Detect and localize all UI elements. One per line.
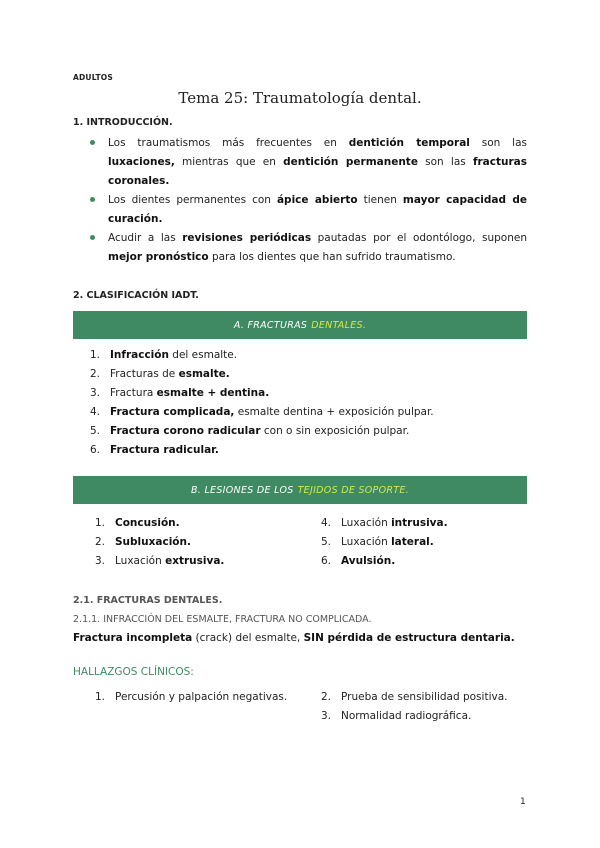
band-fracturas-dentales	[73, 311, 527, 339]
section-1-heading: 1. INTRODUCCIÓN.	[73, 117, 173, 128]
text-run: pautadas por el odontólogo, suponen	[311, 232, 527, 244]
list-number: 6.	[321, 555, 332, 567]
list-number: 2.	[95, 536, 106, 548]
band-a-highlight: DENTALES.	[311, 319, 367, 331]
hallazgos-list-right	[321, 688, 527, 726]
list-item	[90, 403, 527, 422]
bullet-item	[90, 229, 527, 267]
bold-text: Avulsión.	[341, 555, 396, 567]
list-item	[90, 422, 527, 441]
bold-text: Concusión.	[115, 517, 180, 529]
lesiones-list-right	[321, 514, 527, 571]
list-item	[95, 688, 295, 707]
page-title: Tema 25: Traumatología dental.	[178, 89, 422, 107]
bold-text: SIN pérdida de estructura dentaria.	[303, 632, 515, 644]
text-run: del esmalte.	[168, 349, 238, 361]
list-number: 3.	[90, 387, 101, 399]
text-run: Los traumatismos más frecuentes en	[108, 137, 349, 149]
list-number: 1.	[95, 517, 106, 529]
list-item	[95, 533, 305, 552]
bold-text: Fractura incompleta	[73, 632, 193, 644]
list-number: 3.	[321, 710, 332, 722]
bold-text: Fractura radicular.	[110, 444, 219, 456]
section-2-1-1-heading: 2.1.1. INFRACCIÓN DEL ESMALTE, FRACTURA NO COMPLICADA.	[73, 614, 372, 625]
bold-text: extrusiva.	[165, 555, 225, 567]
bold-text: Subluxación.	[115, 536, 191, 548]
list-item	[90, 384, 527, 403]
text-run: Luxación	[341, 536, 392, 548]
bullet-item	[90, 134, 527, 191]
text-run: Fracturas de	[110, 368, 179, 380]
list-number: 5.	[90, 425, 101, 437]
text-run: Fractura	[110, 387, 157, 399]
lesiones-list-left	[95, 514, 305, 571]
intro-bullet-list	[90, 134, 527, 267]
list-item	[95, 552, 305, 571]
fracturas-list	[90, 346, 527, 460]
hallazgos-list-left	[95, 688, 295, 707]
bold-text: Infracción	[110, 349, 169, 361]
bold-text: Fractura complicada,	[110, 406, 235, 418]
bold-text: mayor capacidad de curación.	[108, 194, 527, 225]
list-item	[90, 346, 527, 365]
list-number: 4.	[321, 517, 332, 529]
band-a-label: A. FRACTURAS	[233, 319, 308, 331]
text-run: mientras que en	[174, 156, 284, 168]
text-run: son las	[417, 156, 473, 168]
bullet-dot-icon	[90, 140, 95, 145]
text-run: tienen	[357, 194, 403, 206]
list-text: Normalidad radiográfica.	[341, 710, 472, 722]
list-item	[95, 514, 305, 533]
bold-text: lateral.	[391, 536, 434, 548]
list-item	[90, 365, 527, 384]
text-run: son las	[469, 137, 527, 149]
section-2-1-heading: 2.1. FRACTURAS DENTALES.	[73, 595, 223, 606]
list-item	[90, 441, 527, 460]
list-item	[321, 514, 527, 533]
text-run: con o sin exposición pulpar.	[260, 425, 410, 437]
definition-text	[73, 632, 543, 644]
text-run: (crack) del esmalte,	[192, 632, 304, 644]
text-run: Los dientes permanentes con	[108, 194, 277, 206]
list-number: 6.	[90, 444, 101, 456]
list-item	[321, 533, 527, 552]
list-number: 3.	[95, 555, 106, 567]
bold-text: fracturas coronales.	[108, 156, 528, 187]
bullet-dot-icon	[90, 235, 95, 240]
bold-text: luxaciones,	[108, 156, 175, 168]
text-run: Acudir a las	[108, 232, 183, 244]
bullet-dot-icon	[90, 197, 95, 202]
list-text: Prueba de sensibilidad positiva.	[341, 691, 508, 703]
list-item	[321, 688, 527, 707]
page-number: 1	[520, 797, 526, 807]
bold-text: dentición temporal	[348, 137, 470, 149]
text-run: para los dientes que han sufrido traumatismo.	[208, 251, 456, 263]
list-text: Percusión y palpación negativas.	[115, 691, 288, 703]
bold-text: intrusiva.	[391, 517, 448, 529]
bold-text: dentición permanente	[283, 156, 418, 168]
list-number: 2.	[321, 691, 332, 703]
list-number: 1.	[90, 349, 101, 361]
list-item	[321, 707, 527, 726]
text-run: Luxación	[341, 517, 392, 529]
list-number: 4.	[90, 406, 101, 418]
bold-text: ápice abierto	[276, 194, 358, 206]
text-run: Luxación	[115, 555, 166, 567]
list-number: 5.	[321, 536, 332, 548]
list-number: 1.	[95, 691, 106, 703]
hallazgos-heading: HALLAZGOS CLÍNICOS:	[73, 666, 194, 678]
bullet-item	[90, 191, 527, 229]
section-2-heading: 2. CLASIFICACIÓN IADT.	[73, 290, 199, 301]
bold-text: revisiones periódicas	[182, 232, 312, 244]
bold-text: Fractura corono radicular	[110, 425, 261, 437]
bold-text: esmalte + dentina.	[156, 387, 270, 399]
bold-text: mejor pronóstico	[108, 251, 209, 263]
band-tejidos-soporte	[73, 476, 527, 504]
text-run: esmalte dentina + exposición pulpar.	[234, 406, 434, 418]
band-b-highlight: TEJIDOS DE SOPORTE.	[297, 484, 409, 496]
list-number: 2.	[90, 368, 101, 380]
band-b-label: B. LESIONES DE LOS	[190, 484, 294, 496]
document-header: ADULTOS	[73, 73, 113, 82]
bold-text: esmalte.	[178, 368, 230, 380]
list-item	[321, 552, 527, 571]
